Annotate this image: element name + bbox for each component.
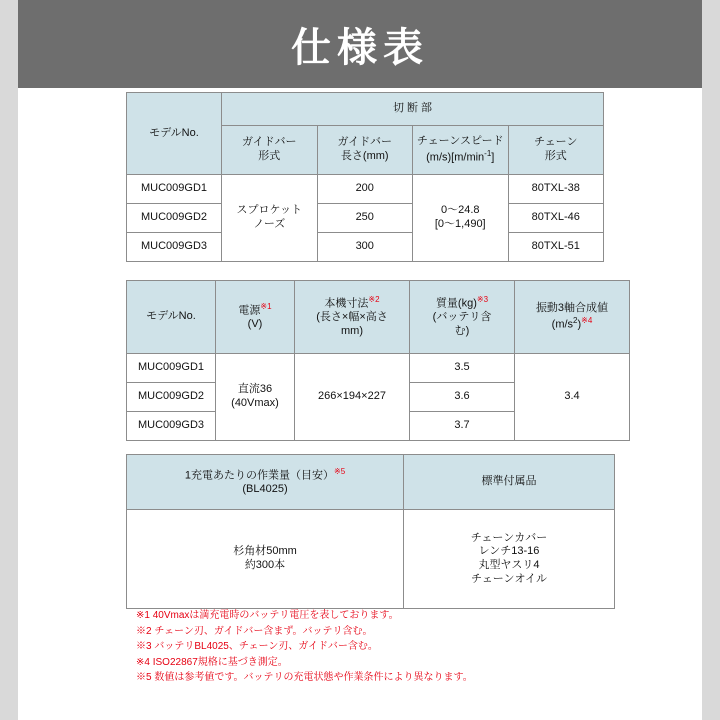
cell-accessories [404, 510, 615, 609]
col-header-mass: 質量(kg)$^{※3}$ (バッテリ含 む) [410, 281, 515, 354]
cutting-section-table [126, 92, 604, 262]
cell-model: MUC009GD1 [127, 354, 216, 383]
col-header-model: モデルNo. [127, 281, 216, 354]
cell-model: MUC009GD2 [127, 204, 222, 233]
cell-chain-speed: 0〜24.8 [0〜1,490] [413, 175, 509, 262]
table-row [127, 93, 604, 126]
footnote-item: ※1 40Vmaxは満充電時のバッテリ電圧を表しております。 [136, 610, 399, 621]
cell-model: MUC009GD3 [127, 233, 222, 262]
col-header-model: モデルNo. [127, 93, 222, 175]
footnote-item: ※3 バッテリBL4025、チェーン刃、ガイドバー含む。 [136, 641, 378, 652]
cell-mass: 3.6 [410, 383, 515, 412]
col-header-bar-length: ガイドバー 長さ(mm) [317, 126, 413, 175]
cell-work-amount: 杉角材50mm 約300本 [127, 510, 404, 609]
cell-bar-length: 300 [317, 233, 413, 262]
col-header-dimensions: 本機寸法$^{※2}$ (長さ×幅×高さ mm) [295, 281, 410, 354]
cell-dimensions: 266×194×227 [295, 354, 410, 441]
col-header-work-amount: 1充電あたりの作業量（目安）$^{※5}$ (BL4025) [127, 455, 404, 510]
cell-mass: 3.5 [410, 354, 515, 383]
cell-bar-length: 250 [317, 204, 413, 233]
page-title: 仕様表 [291, 25, 429, 70]
table-row [127, 175, 604, 204]
list-item: レンチ13-16 [478, 545, 540, 558]
cell-bar-length: 200 [317, 175, 413, 204]
col-header-chain-speed: チェーンスピード $(m/s)[m/\min^{-1}]$ [413, 126, 509, 175]
page-header [18, 0, 702, 88]
table-row [127, 455, 615, 510]
footnotes [136, 608, 606, 686]
left-margin-band [0, 0, 18, 720]
footnote-item: ※5 数値は参考値です。バッテリの充電状態や作業条件により異なります。 [136, 672, 473, 683]
table-row [127, 354, 630, 383]
cell-chain-type: 80TXL-46 [508, 204, 604, 233]
col-header-bar-type: ガイドバー 形式 [222, 126, 318, 175]
table-row [127, 281, 630, 354]
list-item: チェーンカバー [470, 531, 548, 544]
right-margin-band [702, 0, 720, 720]
cell-mass: 3.7 [410, 412, 515, 441]
col-header-chain-type: チェーン 形式 [508, 126, 604, 175]
list-item: チェーンオイル [471, 572, 547, 585]
work-amount-accessories-table [126, 454, 615, 609]
col-header-cutting-group: 切 断 部 [222, 93, 604, 126]
cell-power: 直流36 (40Vmax) [216, 354, 295, 441]
machine-spec-table [126, 280, 630, 441]
table-row [127, 510, 615, 609]
table-row [127, 233, 604, 262]
col-header-vibration: 振動3軸合成値 $(m/s^2)^{※4}$ [515, 281, 630, 354]
cell-vibration: 3.4 [515, 354, 630, 441]
footnote-item: ※2 チェーン刃、ガイドバー含まず。バッテリ含む。 [136, 625, 373, 637]
col-header-power: 電源$^{※1}$ (V) [216, 281, 295, 354]
cell-chain-type: 80TXL-38 [508, 175, 604, 204]
list-item: 丸型ヤスリ4 [478, 559, 540, 571]
table-row [127, 204, 604, 233]
col-header-accessories: 標準付属品 [404, 455, 615, 510]
cell-model: MUC009GD3 [127, 412, 216, 441]
cell-bar-type: スプロケット ノーズ [222, 175, 318, 262]
content-area [18, 88, 702, 720]
cell-model: MUC009GD1 [127, 175, 222, 204]
cell-chain-type: 80TXL-51 [508, 233, 604, 262]
footnote-item: ※4 ISO22867規格に基づき測定。 [136, 656, 288, 668]
cell-model: MUC009GD2 [127, 383, 216, 412]
